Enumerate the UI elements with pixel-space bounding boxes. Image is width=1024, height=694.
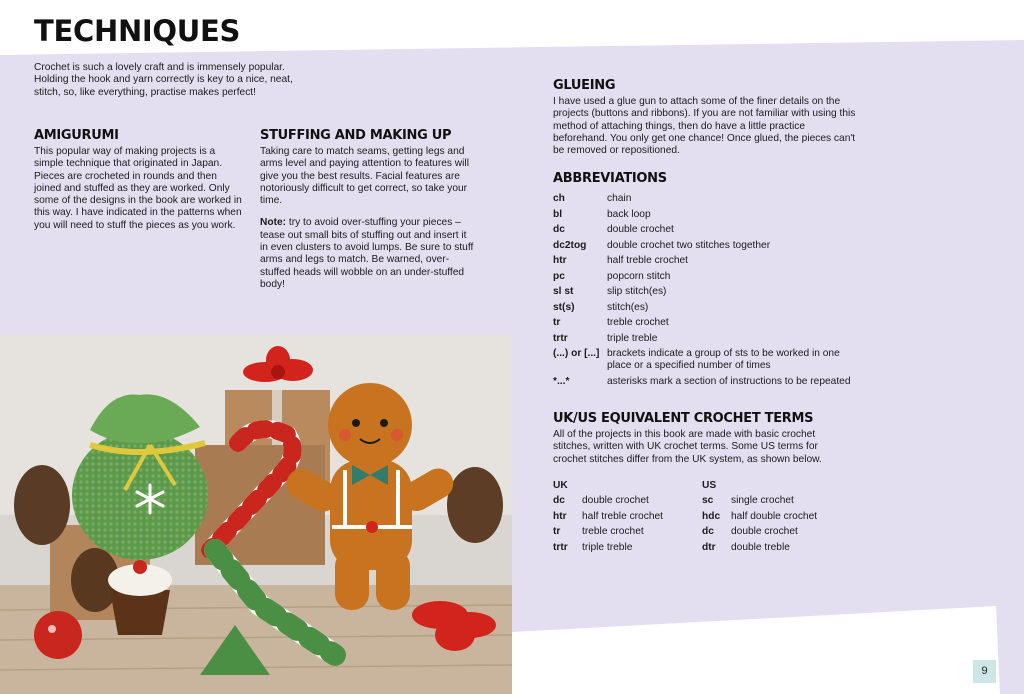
term-row [553,193,853,205]
term-abbr: *...* [553,375,570,387]
term-row [553,511,703,523]
note-text: try to avoid over-stuffing your pieces – tease out small bits of stuffing out and insert it in even clusters to avoid lumps. Be sure to stuff arms and legs to match. Be warned, over-stuffed heads will wobble on an under-stuffed body! [260,217,474,290]
crochet-christmas-photo [0,335,512,694]
term-abbr: tr [553,526,561,538]
term-abbr: hdc [702,510,721,522]
term-row [553,348,853,372]
uk-label: UK [553,480,568,491]
ukus-text: All of the projects in this book are made with basic crochet stitches, written with UK crochet terms. Some US terms for crochet stitches differ from the UK system, as shown below. [553,429,822,465]
term-meaning: brackets indicate a group of sts to be worked in one place or a specified number of times [607,348,840,372]
page-title: TECHNIQUES [34,14,241,48]
term-abbr: bl [553,208,563,220]
term-meaning: half treble crochet [582,510,663,522]
stuffing-note [260,217,474,291]
note-label: Note: [260,217,287,229]
term-abbr: st(s) [553,301,575,313]
term-abbr: dc2tog [553,239,587,251]
term-row [702,542,852,554]
ukus-heading: UK/US EQUIVALENT CROCHET TERMS [553,411,814,426]
term-abbr: sc [702,495,714,506]
term-abbr: dc [553,495,565,506]
term-meaning: double treble [731,541,790,553]
term-meaning: asterisks mark a section of instructions to be repeated [607,375,851,387]
term-row [553,286,853,298]
amigurumi-section [34,128,244,232]
stuffing-heading: STUFFING AND MAKING UP [260,128,452,143]
term-row [553,302,853,314]
term-abbr: dc [553,224,565,235]
term-meaning: treble crochet [607,317,669,328]
term-meaning: treble crochet [582,526,644,538]
term-meaning: chain [607,193,632,204]
photo-illustration [0,335,512,694]
glueing-section [553,78,858,157]
term-abbr: sl st [553,286,574,297]
term-row [702,495,852,507]
term-abbr: tr [553,317,561,328]
term-meaning: slip stitch(es) [607,286,667,297]
term-meaning: triple treble [607,332,658,344]
term-abbr: trtr [553,541,568,553]
term-row [553,240,853,252]
abbreviations-list [553,193,853,391]
term-meaning: double crochet [731,526,798,538]
term-row [553,526,703,538]
abbreviations-heading: ABBREVIATIONS [553,171,667,186]
term-meaning: double crochet two stitches together [607,239,771,251]
term-row [553,255,853,267]
term-row [553,333,853,345]
term-row [553,209,853,221]
term-row [702,526,852,538]
term-meaning: stitch(es) [607,301,649,313]
uk-terms-column [553,480,703,557]
term-meaning: back loop [607,208,651,220]
term-row [553,542,703,554]
term-row [553,317,853,329]
page-number: 9 [973,660,996,683]
term-row [553,224,853,236]
term-meaning: triple treble [582,541,633,553]
term-meaning: popcorn stitch [607,270,671,282]
term-row [553,495,703,507]
term-abbr: dc [702,526,714,538]
term-meaning: half double crochet [731,510,818,522]
term-abbr: pc [553,270,565,282]
glueing-heading: GLUEING [553,78,616,93]
us-terms-list [702,495,852,554]
uk-terms-list [553,495,703,554]
amigurumi-heading: AMIGURUMI [34,128,119,143]
ukus-section [553,411,843,466]
us-terms-column [702,480,852,557]
term-abbr: (...) or [...] [553,348,600,359]
term-row [702,511,852,523]
stuffing-text: Taking care to match seams, getting legs and arms level and paying attention to features will give you the best results. Facial features are notoriously difficult to get correct, so take your time. [260,146,469,207]
term-row [553,271,853,283]
term-row [553,376,853,388]
us-label: US [702,480,717,491]
intro-paragraph: Crochet is such a lovely craft and is immensely popular. Holding the hook and yarn correctly is key to a nice, neat, stitch, so, like everything, practise makes perfect! [34,62,293,98]
term-meaning: single crochet [731,495,794,506]
glueing-text: I have used a glue gun to attach some of the finer details on the projects (buttons and ribbons). If you are not familiar with using this method of attaching things, then do have a little practice beforehand. You only get one chance! Once glued, the pieces can't be removed or repositioned. [553,96,856,157]
term-meaning: half treble crochet [607,255,688,266]
term-meaning: double crochet [607,224,674,235]
amigurumi-text: This popular way of making projects is a simple technique that originated in Japan. Pieces are crocheted in rounds and then joined and stuffed as they are worked. Only some of the designs in the book are worked in this way. I have indicated in the patterns when you will need to stuff the pieces as you work. [34,146,242,231]
term-abbr: htr [553,255,567,266]
term-abbr: trtr [553,332,568,344]
term-abbr: ch [553,193,565,204]
stuffing-section [260,128,474,291]
term-abbr: dtr [702,541,716,553]
term-meaning: double crochet [582,495,649,506]
term-abbr: htr [553,510,567,522]
